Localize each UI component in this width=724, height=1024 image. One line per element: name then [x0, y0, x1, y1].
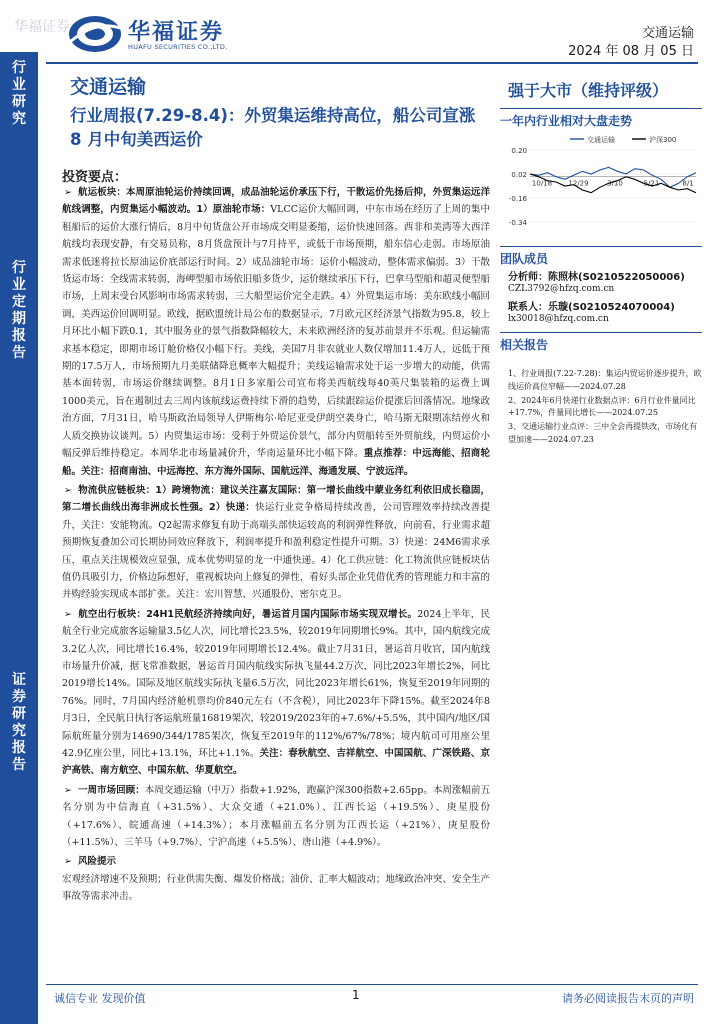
analyst-1-email[interactable]: CZL3792@hfzq.com.cn — [508, 284, 615, 294]
team-section-title: 团队成员 — [500, 252, 549, 266]
investment-points-body — [62, 184, 490, 908]
chart-x-tick-label: 5/21 — [643, 179, 660, 188]
paragraph-lead: 一周市场回顾： — [77, 784, 145, 796]
header-sector: 交通运输 — [641, 26, 694, 41]
logo-subtext: HUAFU SECURITIES CO.,LTD. — [128, 43, 228, 51]
analyst-1-name: 陈照林(S0210522050006) — [548, 272, 685, 283]
arrow-bullet-icon: ➢ — [64, 856, 72, 868]
chart-y-tick-label: -0.34 — [508, 219, 527, 227]
analyst-2-label: 联系人： — [508, 302, 548, 313]
arrow-bullet-icon: ➢ — [64, 784, 72, 796]
rating-label: 强于大市（维持评级） — [508, 81, 669, 100]
company-logo — [66, 12, 256, 56]
paragraph-lead: 风险提示 — [77, 856, 116, 868]
paragraph-lead: 航空出行板块：24H1民航经济持续向好，暑运首月国内国际市场实现双增长。 — [77, 608, 418, 620]
arrow-bullet-icon: ➢ — [64, 484, 72, 496]
paragraph-text: 本周交通运输（中万）指数+1.92%，跑赢沪深300指数+2.65pp。本周涨幅前五名分别为中信海直（+31.5%）、大众交通（+21.0%）、江西长运（+19.5%）、庚星股份（+17.6%）、皖通高速（+14.3%）；本月涨幅前五名分别为江西长运（+21%）、庚星股份（+11.5%）、三羊马（+9.7%）、宁沪高速（+5.5%）、唐山港（+4.9%）。 — [62, 784, 490, 849]
paragraph-reco: 重点推荐：中远海能、招商轮船。关注：招商南油、中远海控、东方海外国际、国航远洋、海通发展、宁波远洋。 — [62, 448, 490, 477]
side-label-securities-report: 证券研究报告 — [12, 672, 26, 773]
header-date: 2024 年 08 月 05 日 — [568, 44, 694, 59]
chart-y-tick-label: 0.20 — [511, 147, 527, 155]
analyst-1 — [508, 268, 685, 283]
chart-x-tick-label: 10/18 — [531, 179, 553, 188]
related-report-item[interactable]: 1、行业周报(7.22-7.28)：集运内贸运价逐步提升，欧线运价高位窄幅——2024.07.28 — [508, 369, 702, 391]
report-title: 行业周报(7.29-8.4)：外贸集运维持高位，船公司宣涨 8 月中旬美西运价 — [70, 106, 476, 149]
arrow-bullet-icon: ➢ — [64, 187, 72, 198]
arrow-bullet-icon: ➢ — [64, 608, 72, 620]
side-label-periodic-report: 行业定期报告 — [12, 260, 26, 361]
analyst-2-email[interactable]: lx30018@hfzq.com.cn — [508, 314, 609, 324]
paragraph-text: VLCC运价大幅回调，中东市场在经历了上周的集中租船后的运价大涨行情后，8月中旬货盘公开市场成交明显萎缩，运价快速回落。西非和美湾等大西洋航线均表现安静，有交易员称，8月货盘预计与7月持平，或低于市场预期，船东信心走弱。市场原油需求低迷将拉长原油运价底部运行时间。2）成品油轮市场：运价小幅波动，整体需求偏弱。3）干散货运市场：全线需求转弱，海岬型船市场依旧船多货少，运价继续承压下行，巴拿马型船和超灵便型船市场，上周末受台风影响市场需求转弱，三大船型运价完全走跌。4）外贸集运市场：美东欧线小幅回调，美西运价回调明显。欧线，据欧盟统计局公布的数据显示，7月欧元区经济景气指数为95.8，较上月环比小幅下跌0.1，其中服务业的景气指数降幅较大，未来欧洲经济的复苏前景并不乐观。但运输需求基本稳定，即期市场订舱价格仅小幅下行。美线，美国7月非农就业人数仅增加11.4万人，远低于预期的17.5万人，市场预期九月美联储降息概率大幅提升；美线运输需求处于运一步增大的动能，供需基本面转弱，市场运价继续调整。8月1日多家船公司宣布将美西航线每40英尺集装箱的运费上调1000美元，旨在遏制过去三周内该航线运费持续下滑的趋势，后续跟踪运价提涨后回落情况。地缘政治方面，7月31日，哈马斯政治局领导人伊斯梅尔·哈尼亚受伊朗空袭身亡，哈马斯无限期冻结停火和人质交换协议谈判。5）内贸集运市场：受利于外贸运价景气，部分内贸船转至外贸航线，内贸运价小幅反弹后维持稳定。本周华北市场量减价升，华南运量环比小幅下降。 — [62, 204, 490, 460]
paragraph-reco: 关注：春秋航空、吉祥航空、中国国航、广深铁路、京沪高铁、南方航空、中国东航、华夏航空。 — [62, 748, 490, 777]
side-band — [0, 52, 38, 1024]
footer-slogan: 诚信专业 发现价值 — [54, 992, 146, 1005]
chart-section-title: 一年内行业相对大盘走势 — [500, 114, 633, 128]
paragraph-market-review — [62, 782, 490, 852]
analyst-2 — [508, 298, 675, 313]
rating-divider — [500, 108, 702, 109]
side-label-industry-research: 行业研究 — [12, 60, 26, 127]
paragraph-logistics — [62, 482, 490, 604]
chart-legend-label: 沪深300 — [649, 136, 677, 144]
chart-legend-label: 交通运输 — [587, 136, 615, 144]
paragraph-shipping — [62, 184, 490, 480]
related-report-item[interactable]: 2、2024年6月快递行业数据点评：6月行业件量同比+17.7%，件量同比增长——2024.07.25 — [508, 395, 696, 418]
logo-emblem-icon — [66, 12, 124, 56]
investment-points-title: 投资要点： — [62, 170, 128, 185]
sector-title: 交通运输 — [70, 76, 147, 98]
paragraph-lead: 物流供应链板块：1）跨境物流：建议关注嘉友国际：第一增长曲线中蒙业务红利依旧成长稳固，第二增长曲线出海非洲成长性强。2）快递： — [62, 484, 490, 514]
chart-x-tick-label: 3/10 — [607, 179, 623, 188]
chart-y-tick-label: -0.16 — [508, 195, 527, 203]
header-watermark: 华福证券 — [14, 19, 70, 35]
analyst-2-name: 乐璇(S0210524070004) — [548, 302, 675, 313]
chart-svg — [500, 132, 702, 232]
paragraph-text: 快运行业竞争格局持续改善，公司管理效率持续改善提升，关注：安能物流。Q2起需求修复有助于高端头部快运较高的利润弹性释放，向前看，行业需求超预期恢复叠加公司长期协同效应释放下，利润率提升和盈利稳定性提升可期。3）快递：24M6需求承压，重点关注规模效应显强，成本优势明显的龙一中通快递。4）化工供应链：化工物流供应链板块估值仍具吸引力，价格边际想好，重视板块向上修复的弹性，看好头部企业凭借优秀的管理能力和丰富的并购经验实现成本部扩张。关注：宏川智慧、兴通股份、密尔克卫。 — [62, 502, 490, 601]
header-divider — [46, 62, 698, 64]
chart-x-tick-label: 8/1 — [682, 179, 694, 188]
related-divider — [500, 332, 702, 333]
chart-y-tick-label: 0.02 — [511, 171, 527, 179]
chart-x-tick-label: 12/29 — [568, 179, 589, 188]
paragraph-text: 宏观经济增速不及预期；行业供需失衡、爆发价格战；油价、汇率大幅波动；地缘政治冲突、安全生产事故等需求冲击。 — [62, 873, 490, 903]
footer-disclaimer: 请务必阅读报告末页的声明 — [562, 992, 694, 1005]
paragraph-aviation — [62, 606, 490, 780]
logo-text: 华福证券 — [128, 20, 225, 45]
paragraph-lead: 航运板块：本周原油轮运价持续回调，成品油轮运价承压下行，干散运价先扬后抑，外贸集运远洋航线调整，内贸集运小幅波动。1）原油轮市场： — [62, 187, 490, 216]
footer-divider — [46, 984, 698, 985]
page-number: 1 — [352, 988, 360, 1002]
related-section-title: 相关报告 — [500, 338, 549, 352]
related-report-item[interactable]: 3、交通运输行业点评：三中全会再提铁改，市场化有望加速——2024.07.23 — [508, 422, 698, 444]
related-reports-list — [508, 368, 702, 448]
analyst-1-label: 分析师： — [508, 272, 548, 283]
relative-performance-chart — [500, 132, 702, 232]
paragraph-text: 2024上半年，民航全行业完成旅客运输量3.5亿人次，同比增长23.5%，较2019年同期增长9%。其中，国内航线完成3.2亿人次，同比增长16.4%，较2019年同期增长12.4%。截止7月31日，暑运首月收官，国内航线市场量升价减，据飞常准数据，暑运首月国内航线实际执飞量44.2万次，同比2023年增长2%，同比2019增长14%。国际及地区航线实际执飞量6.5万次，同比2023年增长61%，恢复至2019年同期的76%。同时，7月国内经济舱机票均价840元左右（不含税），同比2023年下降15%。截至2024年8月3日，全民航日执行客运航班量16819架次，较2019/2023年的+7.6%/+5.5%，其中国内/地区/国际航班量分别为14690/344/1785架次，恢复至2019年的112%/67%/78%；境内航司可用座公里42.9亿座公里，同比+13.1%，环比+1.1%。 — [62, 608, 490, 759]
team-divider — [500, 246, 702, 247]
paragraph-risk — [62, 853, 490, 905]
